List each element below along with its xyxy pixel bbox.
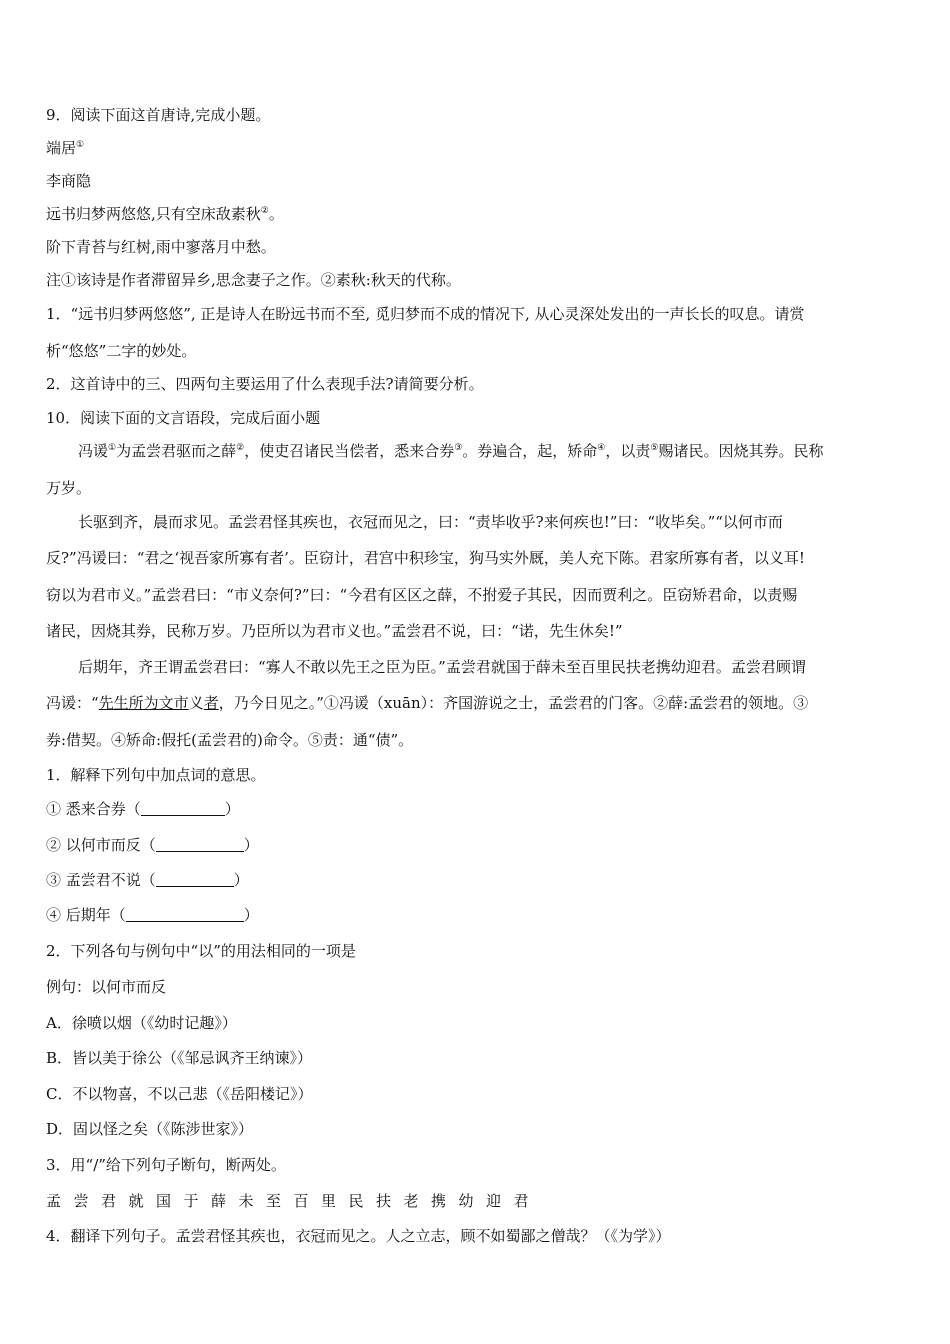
q9-sub1-line2: 析“悠悠”二字的妙处。 <box>46 342 197 360</box>
blank-item-1-text: ① 悉来合券（ <box>46 800 141 818</box>
poem-line-1-a: 远书归梦两悠悠,只有空床敌素秋 <box>46 205 261 223</box>
passage-p3-line1: 后期年，齐王谓孟尝君曰：“寡人不敢以先王之臣为臣。”孟尝君就国于薛未至百里民扶老携幼迎君。孟尝君顾谓 <box>78 658 806 676</box>
q9-title: 9．阅读下面这首唐诗,完成小题。 <box>46 106 271 124</box>
poem-title <box>46 137 84 158</box>
passage-p2-line1: 长驱到齐，晨而求见。孟尝君怪其疾也，衣冠而见之，曰：“责毕收乎?来何疾也!”曰：“收毕矣。”“以何市而 <box>78 513 783 531</box>
poem-author: 李商隐 <box>46 172 92 190</box>
blank-item-3 <box>46 869 249 890</box>
poem-line-1-note: ② <box>260 206 269 216</box>
p1-n4: ④ <box>597 443 606 453</box>
passage-p1-line2: 万岁。 <box>46 479 92 497</box>
p3-l2-mid: 义 <box>188 694 204 712</box>
answer-blank-2[interactable] <box>156 837 244 852</box>
answer-blank-4[interactable] <box>126 907 244 922</box>
p1-n1: ① <box>108 443 117 453</box>
p1-s2: 为孟尝君驱而之薛 <box>116 442 237 460</box>
q10-sub2-example: 例句：以何市而反 <box>46 978 167 996</box>
blank-item-4-text: ④ 后期年（ <box>46 906 126 924</box>
q10-sub1-title: 1．解释下列句中加点词的意思。 <box>46 766 266 784</box>
p3-underlined-phrase-2: 者 <box>203 694 219 712</box>
q9-sub2: 2．这首诗中的三、四两句主要运用了什么表现手法?请简要分析。 <box>46 375 484 393</box>
answer-blank-3[interactable] <box>156 872 234 887</box>
poem-notes: 注①该诗是作者滞留异乡,思念妻子之作。②素秋:秋天的代称。 <box>46 271 461 289</box>
p3-l2-a: 冯谖：“ <box>46 694 99 712</box>
p1-s1: 冯谖 <box>78 442 109 460</box>
blank-item-2-end: ） <box>243 836 259 854</box>
blank-item-2-text: ② 以何市而反（ <box>46 836 156 854</box>
answer-blank-1[interactable] <box>141 801 225 816</box>
blank-item-2 <box>46 834 259 855</box>
poem-line-1 <box>46 203 284 224</box>
option-a[interactable]: A．徐喷以烟（《幼时记趣》） <box>46 1014 237 1032</box>
q10-sub3-sentence: 孟尝君就国于薛未至百里民扶老携幼迎君 <box>46 1192 542 1210</box>
poem-title-note: ① <box>76 140 85 150</box>
q10-title: 10．阅读下面的文言语段，完成后面小题 <box>46 409 321 427</box>
passage-p3-line2 <box>46 692 808 713</box>
passage-p2-line4: 诸民，因烧其券，民称万岁。乃臣所以为君市义也。”孟尝君不说，曰：“诺，先生休矣!” <box>46 622 623 640</box>
poem-line-2: 阶下青苔与红树,雨中寥落月中愁。 <box>46 238 276 256</box>
blank-item-1 <box>46 798 240 819</box>
option-d[interactable]: D．固以怪之矣（《陈涉世家》） <box>46 1120 254 1138</box>
p1-s4: 。券遍合，起，矫命 <box>462 442 598 460</box>
q10-sub2-title: 2．下列各句与例句中“以”的用法相同的一项是 <box>46 942 356 960</box>
blank-item-4 <box>46 904 259 925</box>
blank-item-1-end: ） <box>224 800 240 818</box>
p1-s5: ，以责 <box>605 442 651 460</box>
q9-sub1-line1: 1．“远书归梦两悠悠”, 正是诗人在盼远书而不至, 觅归梦而不成的情况下, 从心灵深处发出的一声长长的叹息。请赏 <box>46 305 805 323</box>
p1-n5: ⑤ <box>650 443 659 453</box>
p1-n3: ③ <box>454 443 463 453</box>
passage-p2-line2: 反?”冯谖曰：“君之‘视吾家所寡有者’。臣窃计，君宫中积珍宝，狗马实外厩，美人充下陈。君家所寡有者，以义耳! <box>46 549 805 567</box>
p1-s6: 赐诸民。因烧其券。民称 <box>658 442 824 460</box>
p3-underlined-phrase-1: 先生所为文市 <box>98 694 189 712</box>
option-b[interactable]: B．皆以美于徐公（《邹忌讽齐王纳谏》） <box>46 1049 313 1067</box>
passage-p1-line1 <box>78 440 823 461</box>
blank-item-3-end: ） <box>233 871 249 889</box>
poem-line-1-b: 。 <box>268 205 284 223</box>
p1-s3: ，使吏召诸民当偿者，悉来合券 <box>244 442 455 460</box>
q10-sub4-title: 4．翻译下列句子。孟尝君怪其疾也，衣冠而见之。人之立志，顾不如蜀鄙之僧哉？（《为学》） <box>46 1227 671 1245</box>
blank-item-4-end: ） <box>243 906 259 924</box>
passage-p3-line3: 券:借契。④矫命:假托(孟尝君的)命令。⑤责：通“债”。 <box>46 731 414 749</box>
p3-l2-b: ，乃今日见之。”①冯谖（xuān）：齐国游说之士，孟尝君的门客。②薛:孟尝君的领地。③ <box>218 694 809 712</box>
blank-item-3-text: ③ 孟尝君不说（ <box>46 871 156 889</box>
q10-sub3-title: 3．用“/”给下列句子断句，断两处。 <box>46 1156 286 1174</box>
option-c[interactable]: C．不以物喜，不以己悲（《岳阳楼记》） <box>46 1085 313 1103</box>
passage-p2-line3: 窃以为君市义。”孟尝君曰：“市义奈何?”曰：“今君有区区之薛，不拊爱子其民，因而贾利之。臣窃矫君命，以责赐 <box>46 586 798 604</box>
p1-n2: ② <box>236 443 245 453</box>
poem-title-text: 端居 <box>46 139 77 157</box>
